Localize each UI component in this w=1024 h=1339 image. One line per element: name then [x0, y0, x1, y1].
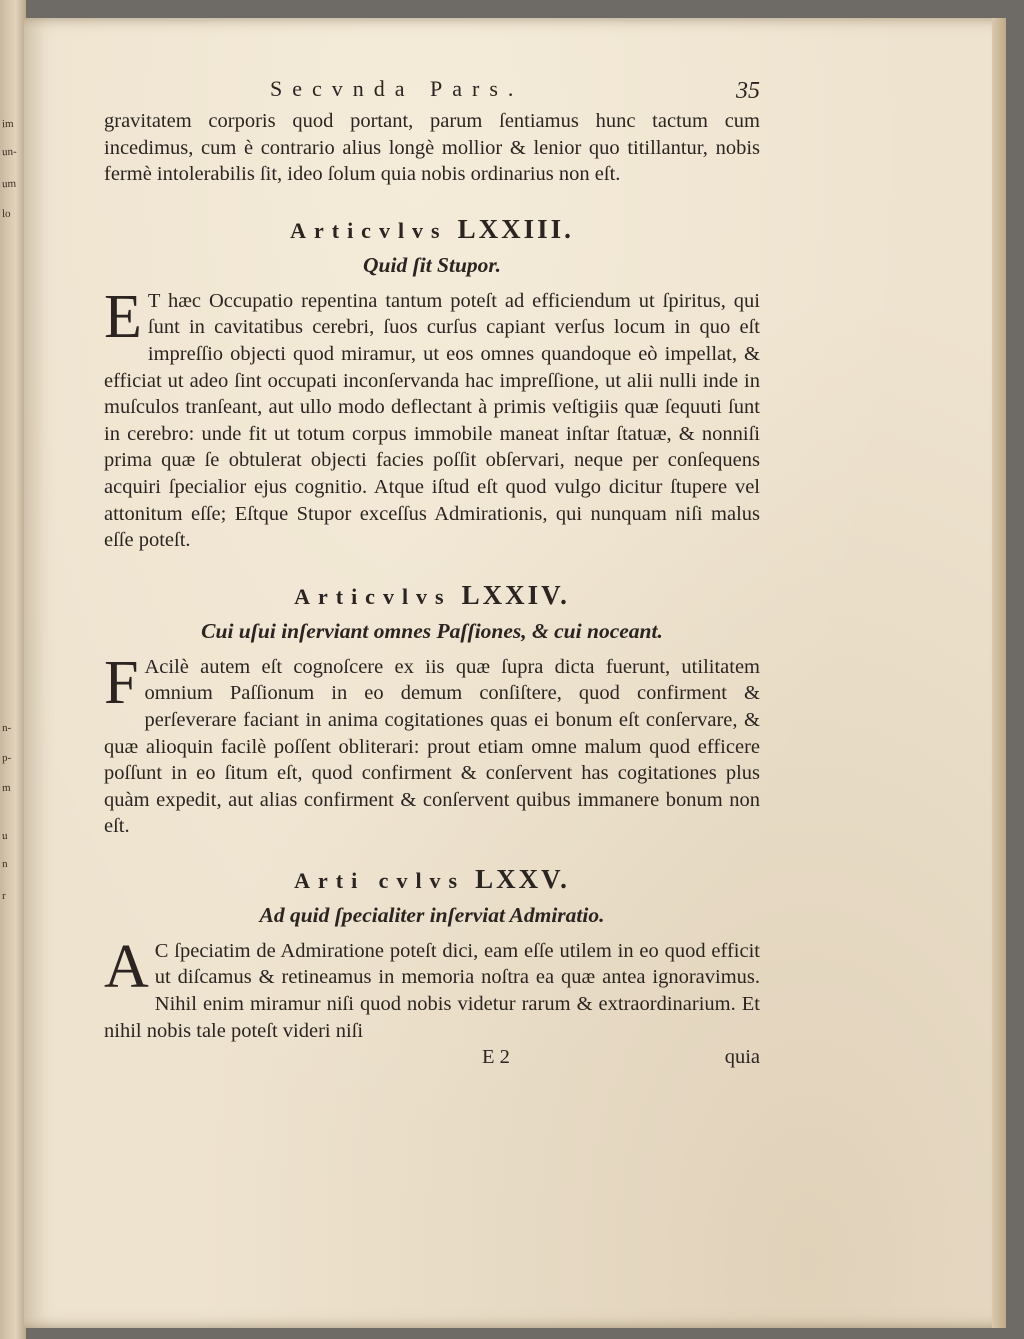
signature-mark: E 2 [482, 1046, 510, 1069]
previous-page-fragment: m [1, 781, 11, 795]
drop-cap: A [104, 932, 149, 1001]
drop-cap: E [104, 282, 142, 351]
article-heading-word: Articvlvs [294, 583, 452, 609]
page-number: 35 [736, 78, 760, 104]
book-page [24, 18, 1006, 1328]
article-subtitle: Cui uſui inſerviant omnes Paſſiones, & cui noceant. [201, 618, 663, 643]
article-heading [104, 214, 760, 245]
article-number: LXXIV. [461, 579, 570, 610]
opening-paragraph: gravitatem corporis quod portant, parum ſentiamus hunc tactum cum incedimus, cum è contrario alius longè mollior & lenior quo titillantur, nobis fermè intolerabilis ſit, ideo ſolum quia nobis ordinarius non eſt. [104, 110, 760, 186]
article-paragraph [104, 282, 760, 554]
article-paragraph [104, 932, 760, 1044]
article-heading-word: Arti cvlvs [294, 867, 466, 893]
previous-page-fragment: un- [1, 145, 17, 159]
previous-page-fragment: um [1, 177, 17, 191]
article-heading [104, 580, 760, 611]
article-lxxv [104, 864, 760, 1044]
article-heading [104, 864, 760, 895]
article-number: LXXIII. [457, 213, 574, 244]
running-head [104, 76, 760, 106]
catchword: quia [724, 1046, 760, 1069]
article-lxxiv [104, 580, 760, 840]
article-text: T hæc Occupatio repentina tantum poteſt ad efficiendum ut ſpiritus, qui ſunt in cavitatibus cerebri, ſuos curſus capiant verſus locum in quo eſt impreſſio objecti quod miramur, ut eos omnes quandoque eò impellat, & efficiat ut adeo ſint occupati inconſervanda hac impreſſione, ut alii nulli inde in muſculos tranſeant, aut ullo modo deflectant à primis veſtigiis quæ ſequuti ſunt in cerebro: unde fit ut totum corpus immobile maneat inſtar ſtatuæ, & nonniſi prima quæ ſe obtulerat objecti facies poſſit obſervari, neque per conſequens acquiri ſpecialior ejus cognitio. Atque iſtud eſt quod vulgo dicitur ſtupere vel attonitum eſſe; Eſtque Stupor exceſſus Admirationis, qui nunquam niſi malus eſſe poteſt. [104, 289, 760, 552]
previous-page-fragment: n- [1, 721, 12, 735]
previous-page-fragment: u [1, 829, 8, 843]
article-number: LXXV. [475, 863, 570, 894]
previous-page-fragment: r [1, 889, 6, 903]
previous-page-fragment: lo [1, 207, 11, 221]
previous-page-fragment: n [1, 857, 8, 871]
page-footer [104, 1046, 760, 1074]
page-edge [992, 18, 1006, 1328]
running-head-title: Secvnda Pars. [270, 76, 524, 101]
previous-page-fragment: im [1, 117, 14, 131]
article-text: Acilè autem eſt cognoſcere ex iis quæ ſupra dicta fuerunt, utilitatem omnium Paſſionum in eo demum conſiſtere, quod confirment & perſeverare faciant in anima cogitationes quas ei bonum eſt conſervare, & quæ alioquin facilè poſſent obliterari: prout etiam omne malum quod efficere poſſunt in eo ſitum eſt, quod confirment & conſervent has cogitationes plus quàm expedit, aut alias confirment & conſervent quibus immanere bonum non eſt. [104, 655, 760, 838]
page-content [104, 76, 760, 1074]
drop-cap: F [104, 648, 139, 717]
article-lxxiii [104, 214, 760, 554]
previous-page-fragment: p- [1, 751, 12, 765]
article-heading-word: Articvlvs [290, 217, 448, 243]
article-text: C ſpeciatim de Admiratione poteſt dici, eam eſſe utilem in eo quod efficit ut diſcamus & retineamus in memoria noſtra ea quæ antea ignoravimus. Nihil enim miramur niſi quod nobis videtur rarum & extraordinarium. Et nihil nobis tale poteſt videri niſi [104, 939, 760, 1042]
article-subtitle: Ad quid ſpecialiter inſerviat Admiratio. [259, 902, 605, 927]
article-paragraph [104, 648, 760, 840]
previous-page-edge [0, 0, 26, 1339]
article-subtitle: Quid ſit Stupor. [362, 252, 501, 277]
